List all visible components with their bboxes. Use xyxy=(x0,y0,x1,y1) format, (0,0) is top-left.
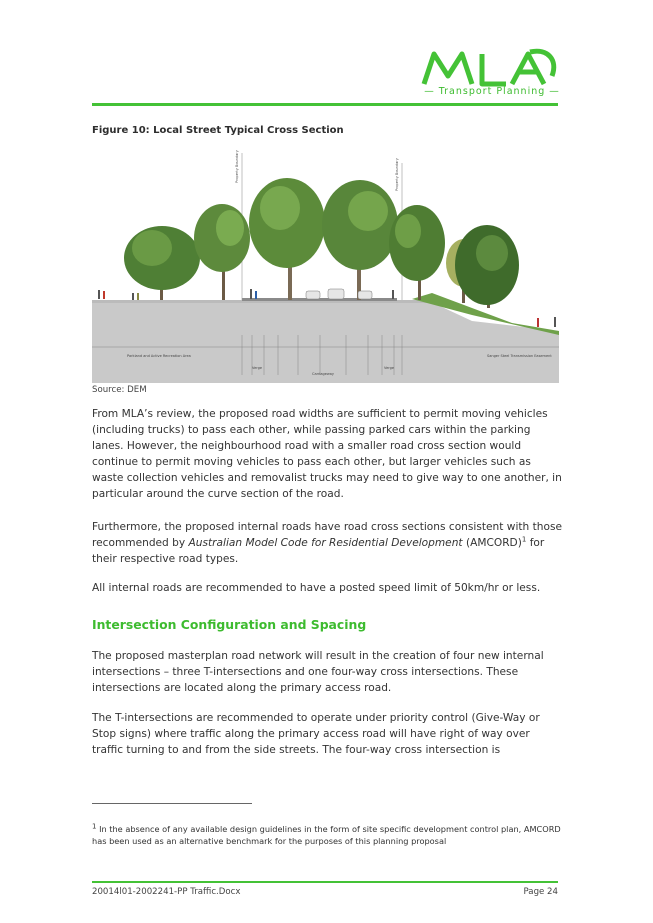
paragraph-speed-limit: All internal roads are recommended to have a posted speed limit of 50km/hr or less. xyxy=(92,582,541,594)
left-area-label: Parkland and Active Recreation Area xyxy=(127,354,191,358)
paragraph-road-widths: From MLA’s review, the proposed road widths are sufficient to permit moving vehicles (including trucks) to pass each other, while passing parked cars within the parking lanes. However, the neighbourhood road with a smaller road cross section would continue to permit moving vehicles to pass each other, but larger vehicles such as waste collection vehicles and removalist trucks may need to give way to one another, in particular around the curve section of the road. xyxy=(92,408,562,501)
footnote-ref[interactable]: 1 xyxy=(521,535,527,544)
carriageway-label: Carriageway xyxy=(312,372,334,376)
verge-right-label: Verge xyxy=(384,366,395,370)
verge-left-label: Verge xyxy=(252,366,263,370)
cross-section-figure xyxy=(92,143,559,383)
footer-doc-ref: 20014l01-2002241-PP Traffic.Docx xyxy=(92,887,241,897)
svg-text:Property Boundary: Property Boundary xyxy=(235,150,239,183)
footnote-divider xyxy=(92,803,252,804)
paragraph-priority-control: The T-intersections are recommended to operate under priority control (Give-Way or Stop signs) where traffic along the primary access road will have right of way over traffic turning to and from the side streets. The four-way cross intersection is xyxy=(92,712,540,757)
paragraph-intersections: The proposed masterplan road network will result in the creation of four new internal intersections – three T-intersections and one four-way cross intersections. These intersections are located along the primary access road. xyxy=(92,650,544,695)
header-rule xyxy=(92,103,558,106)
right-area-label: Sanger Steel Transmission Easement xyxy=(487,354,552,358)
paragraph-amcord: Furthermore, the proposed internal roads have road cross sections consistent with those recommended by Australian Model Code for Residential Development (AMCORD)$^1$ for their respective road types. xyxy=(92,521,563,566)
logo-tagline: — Transport Planning — xyxy=(424,86,560,97)
footer-rule xyxy=(92,881,558,883)
footnote: $^1$ In the absence of any available design guidelines in the form of site specific development control plan, AMCORD has been used as an alternative benchmark for the purposes of this planning proposal xyxy=(92,822,561,847)
svg-text:Property Boundary: Property Boundary xyxy=(395,158,399,191)
figure-caption: Figure 10: Local Street Typical Cross Section xyxy=(92,125,344,136)
section-heading: Intersection Configuration and Spacing xyxy=(92,617,367,632)
footer-page-number: Page 24 xyxy=(523,887,558,897)
figure-source: Source: DEM xyxy=(92,385,147,395)
